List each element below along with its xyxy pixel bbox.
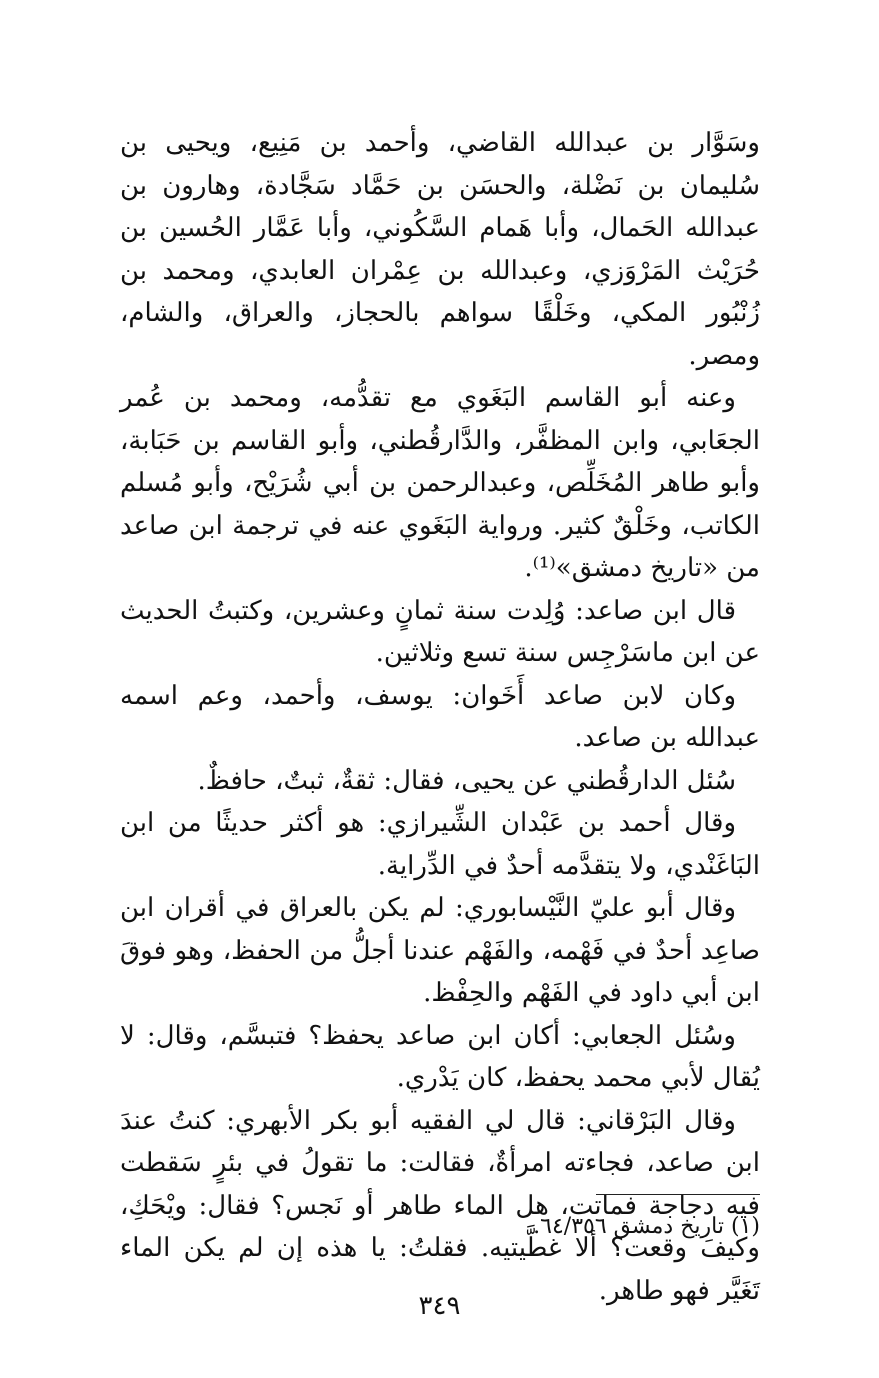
paragraph-students-list: وعنه أبو القاسم البَغَوي مع تقدُّمه، ومحمد بن عُمر الجعَابي، وابن المظفَّر، والدَّارقُطني، وأبو القاسم بن حَبَابة، وأبو طاهر المُخَلِّص، وعبدالرحمن بن أبي شُرَيْح، وأبو مُسلم الكاتب، وخَلْقٌ كثير. ورواية البَغَوي عنه في ترجمة ابن صاعد من «تاريخ دمشق»⁽¹⁾. xyxy=(120,383,760,583)
paragraph-jiabi: وسُئل الجعابي: أكان ابن صاعد يحفظ؟ فتبسَّم، وقال: لا يُقال لأبي محمد يحفظ، كان يَدْري. xyxy=(120,1020,760,1093)
paragraph-barqani: وقال البَرْقاني: قال لي الفقيه أبو بكر الأبهري: كنتُ عندَ ابن صاعد، فجاءته امرأةٌ، فقالت: ما تقولُ في بئرٍ سَقطت فيه دجاجة فماتت، هل الماء طاهر أو نَجس؟ فقال: ويْحَكِ، وكيفَ وقعت؟ ألا غطَّيتيه. فقلتُ: يا هذه إن لم يكن الماء تَغَيَّر فهو طاهر. xyxy=(120,1105,760,1306)
paragraph-birth: قال ابن صاعد: وُلِدت سنة ثمانٍ وعشرين، وكتبتُ الحديث عن ابن ماسَرْجِس سنة تسع وثلاثين. xyxy=(120,595,760,668)
main-text-block xyxy=(120,122,760,1312)
paragraph-daraqutni: سُئل الدارقُطني عن يحيى، فقال: ثقةٌ، ثبتٌ، حافظٌ. xyxy=(197,765,736,796)
paragraph-teachers-list: وسَوَّار بن عبدالله القاضي، وأحمد بن مَنِيع، ويحيى بن سُليمان بن نَضْلة، والحسَن بن حَمَّاد سَجَّادة، وهارون بن عبدالله الحَمال، وأبا هَمام السَّكُوني، وأبا عَمَّار الحُسين بن حُرَيْث المَرْوَزي، وعبدالله بن عِمْران العابدي، ومحمد بن زُنْبُور المكي، وخَلْقًا سواهم بالحجاز، والعراق، والشام، ومصر. xyxy=(120,128,760,371)
paragraph-shirazi: وقال أحمد بن عَبْدان الشِّيرازي: هو أكثر حديثًا من ابن البَاغَنْدي، ولا يتقدَّمه أحدٌ في الدِّراية. xyxy=(120,808,760,881)
footnote: (١) تاريخ دمشق ٦٤/٣٥٦. xyxy=(533,1214,760,1239)
paragraph-naysaburi: وقال أبو عليّ النَّيْسابوري: لم يكن بالعراق في أقران ابن صاعِد أحدٌ في فَهْمه، والفَهْم عندنا أجلُّ من الحفظ، وهو فوقَ ابن أبي داود في الفَهْم والحِفْظ. xyxy=(120,893,760,1008)
page-number: ٣٤٩ xyxy=(418,1291,461,1321)
footnote-separator xyxy=(596,1194,760,1195)
paragraph-brothers: وكان لابن صاعد أَخَوان: يوسف، وأحمد، وعم اسمه عبدالله بن صاعد. xyxy=(120,680,760,753)
